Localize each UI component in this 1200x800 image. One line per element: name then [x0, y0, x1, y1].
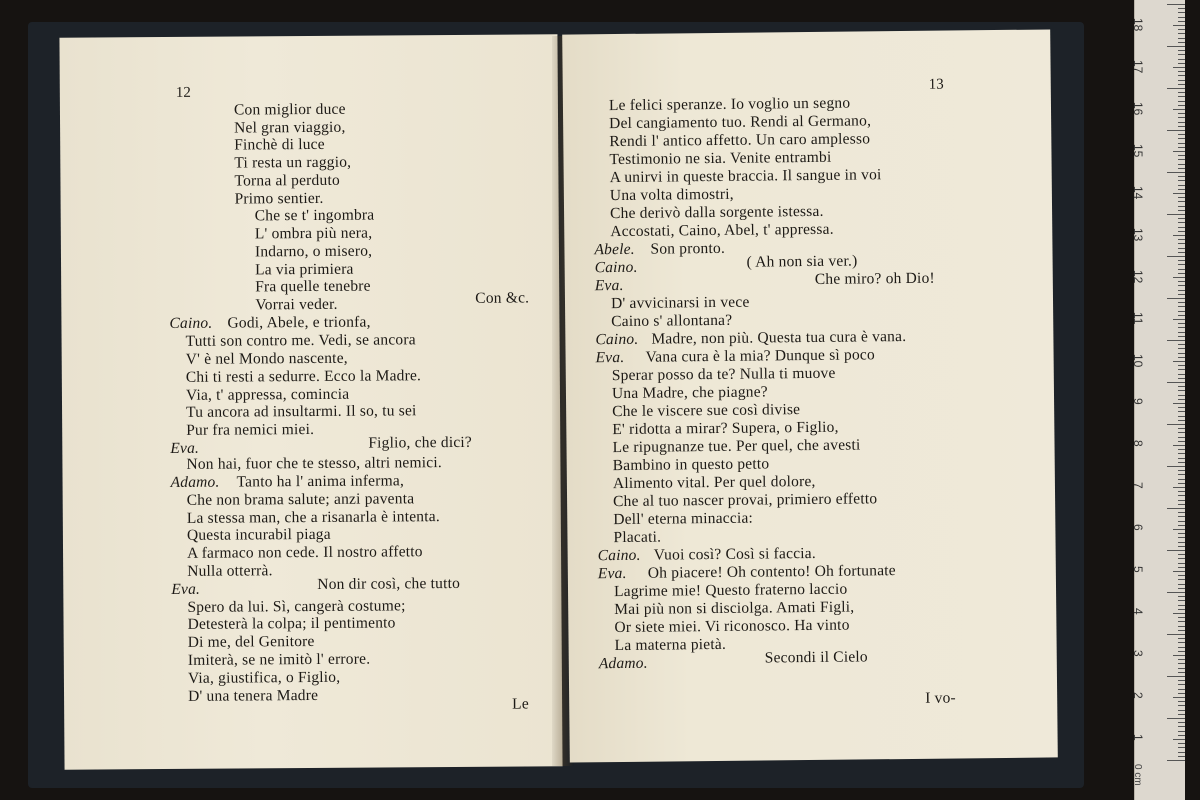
ruler-number: 9 — [1131, 398, 1145, 405]
ruler-tick — [1178, 210, 1185, 211]
ruler-tick — [1178, 420, 1185, 421]
verse-line: Tu ancora ad insultarmi. Il so, tu sei — [186, 402, 417, 421]
ruler-tick — [1178, 411, 1185, 412]
ruler-tick — [1173, 487, 1185, 488]
ruler-tick — [1173, 697, 1185, 698]
ruler-tick — [1173, 529, 1185, 530]
page-number: 13 — [928, 76, 944, 93]
ruler-tick — [1178, 449, 1185, 450]
ruler-tick — [1178, 155, 1185, 156]
ruler-tick — [1178, 525, 1185, 526]
speaker-label: Eva. — [597, 564, 627, 583]
ruler-tick — [1178, 579, 1185, 580]
ruler-tick — [1178, 726, 1185, 727]
ruler-tick — [1178, 563, 1185, 564]
ruler-tick — [1178, 638, 1185, 639]
ruler-tick — [1178, 647, 1185, 648]
verse-line: Vana cura è la mia? Dunque sì poco — [645, 346, 875, 366]
ruler-tick — [1178, 38, 1185, 39]
ruler-tick — [1178, 75, 1185, 76]
ruler-tick — [1178, 353, 1185, 354]
ruler-tick — [1178, 701, 1185, 702]
ruler-tick — [1178, 63, 1185, 64]
ruler-tick — [1178, 273, 1185, 274]
verse-line: Chi ti resti a sedurre. Ecco la Madre. — [185, 367, 422, 386]
verse-line: ( Ah non sia ver.) — [746, 252, 858, 271]
ruler-tick — [1178, 621, 1185, 622]
ruler-tick — [1178, 206, 1185, 207]
verse-line: Non hai, fuor che te stesso, altri nemici. — [186, 454, 442, 473]
verse-line: Accostati, Caino, Abel, t' appressa. — [610, 220, 834, 241]
ruler-tick — [1178, 290, 1185, 291]
speaker-label: Eva. — [170, 439, 200, 457]
ruler-tick — [1178, 500, 1185, 501]
ruler-tick — [1178, 239, 1185, 240]
ruler-tick — [1173, 403, 1185, 404]
verse-line: Spero da lui. Sì, cangerà costume; — [187, 597, 406, 616]
ruler-tick — [1178, 176, 1185, 177]
ruler-tick — [1178, 609, 1185, 610]
verse-line: Primo sentier. — [234, 189, 324, 208]
verse-line: Oh piacere! Oh contento! Oh fortunate — [647, 562, 896, 582]
ruler-tick — [1178, 462, 1185, 463]
ruler-number: 1 — [1131, 734, 1145, 741]
ruler-tick — [1178, 596, 1185, 597]
ruler-tick — [1173, 571, 1185, 572]
speaker-label: Caino. — [597, 546, 641, 565]
ruler-tick — [1178, 252, 1185, 253]
ruler-tick — [1178, 42, 1185, 43]
ruler-number: 14 — [1131, 186, 1145, 200]
verse-line: Una volta dimostri, — [609, 185, 734, 205]
ruler-tick — [1178, 260, 1185, 261]
ruler-tick — [1178, 567, 1185, 568]
ruler-tick — [1178, 96, 1185, 97]
ruler-tick — [1178, 747, 1185, 748]
ruler-tick — [1178, 521, 1185, 522]
ruler-tick — [1178, 378, 1185, 379]
ruler-tick — [1178, 693, 1185, 694]
ruler-tick — [1178, 441, 1185, 442]
ruler-tick — [1178, 147, 1185, 148]
speaker-label: Eva. — [171, 580, 201, 598]
ruler-number: 13 — [1131, 228, 1145, 242]
verse-line: Tutti son contro me. Vedi, se ancora — [185, 331, 416, 350]
ruler-tick — [1178, 668, 1185, 669]
ruler-tick — [1178, 479, 1185, 480]
verse-line: Secondi il Cielo — [764, 648, 868, 667]
ruler-tick — [1178, 264, 1185, 265]
ruler-tick — [1178, 651, 1185, 652]
verse-line: Che miro? oh Dio! — [814, 269, 935, 288]
ruler-tick — [1178, 189, 1185, 190]
ruler-tick — [1178, 407, 1185, 408]
measuring-ruler — [1131, 0, 1185, 800]
verse-line: Sperar posso da te? Nulla ti muove — [611, 364, 836, 385]
ruler-tick — [1178, 281, 1185, 282]
ruler-number: 8 — [1131, 440, 1145, 447]
verse-line: Or siete miei. Vi riconosco. Ha vinto — [614, 616, 850, 637]
ruler-tick — [1178, 294, 1185, 295]
ruler-tick — [1178, 227, 1185, 228]
verse-line: E' ridotta a mirar? Supera, o Figlio, — [612, 418, 839, 439]
ruler-tick — [1178, 722, 1185, 723]
ruler-tick — [1178, 50, 1185, 51]
verse-line: Placati. — [613, 528, 662, 547]
ruler-tick — [1178, 164, 1185, 165]
verse-line: Con &c. — [475, 289, 530, 307]
ruler-tick — [1178, 542, 1185, 543]
ruler-tick — [1167, 46, 1185, 47]
verse-line: Detesterà la colpa; il pentimento — [187, 614, 396, 633]
ruler-tick — [1167, 340, 1185, 341]
ruler-tick — [1178, 92, 1185, 93]
verse-line: Le ripugnanze tue. Per quel, che avesti — [612, 436, 861, 457]
ruler-tick — [1178, 306, 1185, 307]
verse-line: Pur fra nemici miei. — [186, 420, 315, 439]
verse-line: Torna al perduto — [234, 171, 340, 190]
ruler-number: 4 — [1131, 608, 1145, 615]
ruler-number: 16 — [1131, 102, 1145, 116]
right-page — [562, 29, 1058, 762]
ruler-tick — [1178, 630, 1185, 631]
ruler-tick — [1178, 302, 1185, 303]
ruler-tick — [1178, 17, 1185, 18]
ruler-tick — [1178, 537, 1185, 538]
ruler-tick — [1167, 4, 1185, 5]
speaker-label: Abele. — [594, 240, 635, 259]
ruler-tick — [1178, 659, 1185, 660]
ruler-tick — [1178, 29, 1185, 30]
ruler-tick — [1178, 626, 1185, 627]
verse-line: V' è nel Mondo nascente, — [185, 349, 348, 368]
ruler-tick — [1178, 332, 1185, 333]
speaker-label: Adamo. — [170, 473, 220, 491]
ruler-tick — [1167, 298, 1185, 299]
verse-line: Figlio, che dici? — [368, 433, 473, 452]
verse-line: Con miglior duce — [233, 100, 346, 119]
ruler-tick — [1178, 336, 1185, 337]
ruler-number: 10 — [1131, 354, 1145, 368]
speaker-label: Caino. — [594, 258, 638, 277]
ruler-tick — [1167, 592, 1185, 593]
verse-line: Dell' eterna minaccia: — [613, 509, 754, 529]
left-page — [59, 34, 562, 769]
ruler-number: 7 — [1131, 482, 1145, 489]
ruler-tick — [1167, 130, 1185, 131]
ruler-tick — [1167, 88, 1185, 89]
ruler-tick — [1178, 600, 1185, 601]
ruler-tick — [1178, 684, 1185, 685]
verse-line: Tanto ha l' anima inferma, — [236, 472, 405, 491]
ruler-tick — [1178, 33, 1185, 34]
ruler-tick — [1178, 197, 1185, 198]
ruler-tick — [1167, 508, 1185, 509]
ruler-tick — [1167, 634, 1185, 635]
verse-line: Caino s' allontana? — [611, 311, 733, 331]
ruler-tick — [1178, 180, 1185, 181]
ruler-tick — [1173, 655, 1185, 656]
verse-line: Rendi l' antico affetto. Un caro amplesso — [609, 130, 871, 151]
ruler-tick — [1178, 134, 1185, 135]
ruler-tick — [1178, 327, 1185, 328]
ruler-tick — [1178, 605, 1185, 606]
ruler-tick — [1178, 231, 1185, 232]
ruler-tick — [1178, 672, 1185, 673]
ruler-tick — [1178, 470, 1185, 471]
verse-line: Fra quelle tenebre — [255, 277, 371, 296]
speaker-label: Caino. — [595, 330, 639, 349]
verse-line: Vorrai veder. — [255, 295, 338, 314]
ruler-tick — [1173, 277, 1185, 278]
ruler-tick — [1178, 117, 1185, 118]
ruler-tick — [1173, 445, 1185, 446]
ruler-tick — [1178, 533, 1185, 534]
ruler-tick — [1178, 126, 1185, 127]
ruler-tick — [1178, 390, 1185, 391]
verse-line: D' una tenera Madre — [187, 686, 319, 705]
verse-line: Non dir così, che tutto — [317, 574, 461, 593]
ruler-tick — [1178, 588, 1185, 589]
ruler-tick — [1178, 113, 1185, 114]
ruler-tick — [1178, 432, 1185, 433]
ruler-tick — [1167, 214, 1185, 215]
ruler-tick — [1178, 516, 1185, 517]
verse-line: Finchè di luce — [234, 135, 325, 154]
ruler-tick — [1178, 80, 1185, 81]
ruler-number: 12 — [1131, 270, 1145, 284]
verse-line: L' ombra più nera, — [254, 224, 373, 243]
ruler-tick — [1178, 575, 1185, 576]
ruler-tick — [1178, 512, 1185, 513]
ruler-tick — [1178, 386, 1185, 387]
verse-line: A farmaco non cede. Il nostro affetto — [186, 543, 423, 562]
ruler-tick — [1178, 735, 1185, 736]
ruler-tick — [1178, 416, 1185, 417]
ruler-tick — [1178, 554, 1185, 555]
verse-line: Alimento vital. Per quel dolore, — [612, 472, 816, 493]
verse-line: Mai più non si disciolga. Amati Figli, — [614, 598, 855, 619]
ruler-tick — [1173, 739, 1185, 740]
ruler-tick — [1167, 382, 1185, 383]
ruler-tick — [1173, 109, 1185, 110]
verse-line: A unirvi in queste braccia. Il sangue in voi — [609, 166, 882, 187]
verse-line: La via primiera — [255, 260, 354, 279]
verse-line: Nel gran viaggio, — [234, 118, 346, 137]
verse-line: Che al tuo nascer provai, primiero effetto — [613, 490, 878, 511]
ruler-tick — [1178, 311, 1185, 312]
ruler-tick — [1178, 168, 1185, 169]
ruler-number: 18 — [1131, 18, 1145, 32]
ruler-tick — [1178, 122, 1185, 123]
ruler-tick — [1178, 222, 1185, 223]
ruler-tick — [1178, 743, 1185, 744]
verse-line: Che non brama salute; anzi paventa — [186, 490, 415, 509]
ruler-tick — [1178, 357, 1185, 358]
verse-line: D' avvicinarsi in vece — [610, 293, 750, 313]
ruler-tick — [1178, 269, 1185, 270]
verse-line: Indarno, o misero, — [254, 242, 373, 261]
ruler-tick — [1173, 319, 1185, 320]
ruler-tick — [1178, 689, 1185, 690]
ruler-tick — [1178, 248, 1185, 249]
ruler-tick — [1167, 256, 1185, 257]
ruler-tick — [1178, 105, 1185, 106]
ruler-tick — [1178, 458, 1185, 459]
ruler-tick — [1178, 399, 1185, 400]
verse-line: Questa incurabil piaga — [186, 525, 331, 544]
ruler-tick — [1178, 756, 1185, 757]
ruler-tick — [1178, 201, 1185, 202]
verse-line: Nulla otterrà. — [187, 562, 273, 580]
ruler-tick — [1167, 424, 1185, 425]
speaker-label: Eva. — [595, 348, 625, 367]
ruler-tick — [1167, 676, 1185, 677]
ruler-tick — [1178, 138, 1185, 139]
ruler-number: 2 — [1131, 692, 1145, 699]
ruler-tick — [1178, 395, 1185, 396]
ruler-tick — [1178, 143, 1185, 144]
ruler-tick — [1178, 369, 1185, 370]
verse-line: La stessa man, che a risanarla è intenta. — [186, 508, 440, 527]
verse-line: Che derivò dalla sorgente istessa. — [609, 202, 824, 223]
speaker-label: Adamo. — [598, 654, 648, 673]
ruler-tick — [1178, 315, 1185, 316]
ruler-tick — [1178, 617, 1185, 618]
verse-line: Via, giustifica, o Figlio, — [187, 668, 341, 687]
verse-line: Godi, Abele, e trionfa, — [227, 313, 371, 332]
ruler-tick — [1178, 185, 1185, 186]
ruler-tick — [1178, 752, 1185, 753]
verse-line: Bambino in questo petto — [612, 455, 770, 475]
ruler-tick — [1178, 218, 1185, 219]
ruler-tick — [1178, 428, 1185, 429]
ruler-tick — [1167, 760, 1185, 761]
ruler-tick — [1178, 584, 1185, 585]
ruler-tick — [1178, 159, 1185, 160]
verse-line: Che se t' ingombra — [254, 206, 375, 225]
ruler-number: 3 — [1131, 650, 1145, 657]
ruler-tick — [1178, 495, 1185, 496]
ruler-tick — [1167, 550, 1185, 551]
ruler-tick — [1178, 243, 1185, 244]
page-number: 12 — [175, 84, 191, 101]
ruler-tick — [1173, 235, 1185, 236]
verse-line: Le felici speranze. Io voglio un segno — [608, 94, 851, 115]
ruler-tick — [1173, 151, 1185, 152]
ruler-tick — [1178, 365, 1185, 366]
ruler-tick — [1178, 453, 1185, 454]
ruler-tick — [1178, 285, 1185, 286]
ruler-tick — [1173, 613, 1185, 614]
verse-line: Madre, non più. Questa tua cura è vana. — [651, 327, 907, 348]
ruler-tick — [1178, 491, 1185, 492]
catchword: I vo- — [925, 689, 956, 707]
ruler-tick — [1173, 193, 1185, 194]
ruler-tick — [1167, 466, 1185, 467]
catchword: Le — [512, 695, 529, 713]
ruler-tick — [1178, 8, 1185, 9]
verse-line: Ti resta un raggio, — [234, 153, 352, 172]
ruler-tick — [1167, 718, 1185, 719]
ruler-tick — [1173, 67, 1185, 68]
ruler-tick — [1178, 642, 1185, 643]
verse-line: Di me, del Genitore — [187, 632, 315, 651]
ruler-tick — [1173, 361, 1185, 362]
verse-line: Lagrime mie! Questo fraterno laccio — [613, 580, 848, 601]
ruler-number: 5 — [1131, 566, 1145, 573]
ruler-tick — [1178, 54, 1185, 55]
ruler-number: 11 — [1131, 312, 1145, 325]
ruler-unit: 0 cm — [1132, 764, 1143, 786]
ruler-tick — [1178, 483, 1185, 484]
ruler-tick — [1178, 714, 1185, 715]
ruler-number: 6 — [1131, 524, 1145, 531]
ruler-tick — [1178, 680, 1185, 681]
ruler-tick — [1178, 71, 1185, 72]
ruler-tick — [1178, 558, 1185, 559]
ruler-tick — [1178, 474, 1185, 475]
ruler-tick — [1178, 731, 1185, 732]
speaker-label: Caino. — [169, 314, 213, 332]
ruler-tick — [1178, 323, 1185, 324]
ruler-tick — [1178, 101, 1185, 102]
ruler-tick — [1178, 12, 1185, 13]
ruler-tick — [1178, 84, 1185, 85]
verse-line: Imiterà, se ne imitò l' errore. — [187, 650, 371, 669]
ruler-tick — [1178, 374, 1185, 375]
ruler-tick — [1178, 546, 1185, 547]
ruler-tick — [1178, 21, 1185, 22]
verse-line: Via, t' appressa, comincia — [185, 385, 350, 404]
ruler-tick — [1178, 437, 1185, 438]
ruler-tick — [1178, 344, 1185, 345]
verse-line: Vuoi così? Così si faccia. — [653, 544, 816, 564]
ruler-tick — [1173, 25, 1185, 26]
ruler-tick — [1167, 172, 1185, 173]
verse-line: La materna pietà. — [614, 635, 727, 655]
ruler-tick — [1178, 348, 1185, 349]
verse-line: Che le viscere sue così divise — [612, 401, 801, 421]
speaker-label: Eva. — [594, 276, 624, 295]
verse-line: Son pronto. — [650, 239, 726, 258]
verse-line: Una Madre, che piagne? — [611, 383, 768, 403]
verse-line: Del cangiamento tuo. Rendi al Germano, — [609, 112, 872, 133]
ruler-tick — [1178, 59, 1185, 60]
ruler-number: 17 — [1131, 60, 1145, 74]
ruler-tick — [1178, 504, 1185, 505]
ruler-tick — [1178, 705, 1185, 706]
ruler-tick — [1178, 663, 1185, 664]
verse-line: Testimonio ne sia. Venite entrambi — [609, 148, 832, 169]
ruler-tick — [1178, 710, 1185, 711]
ruler-number: 15 — [1131, 144, 1145, 158]
